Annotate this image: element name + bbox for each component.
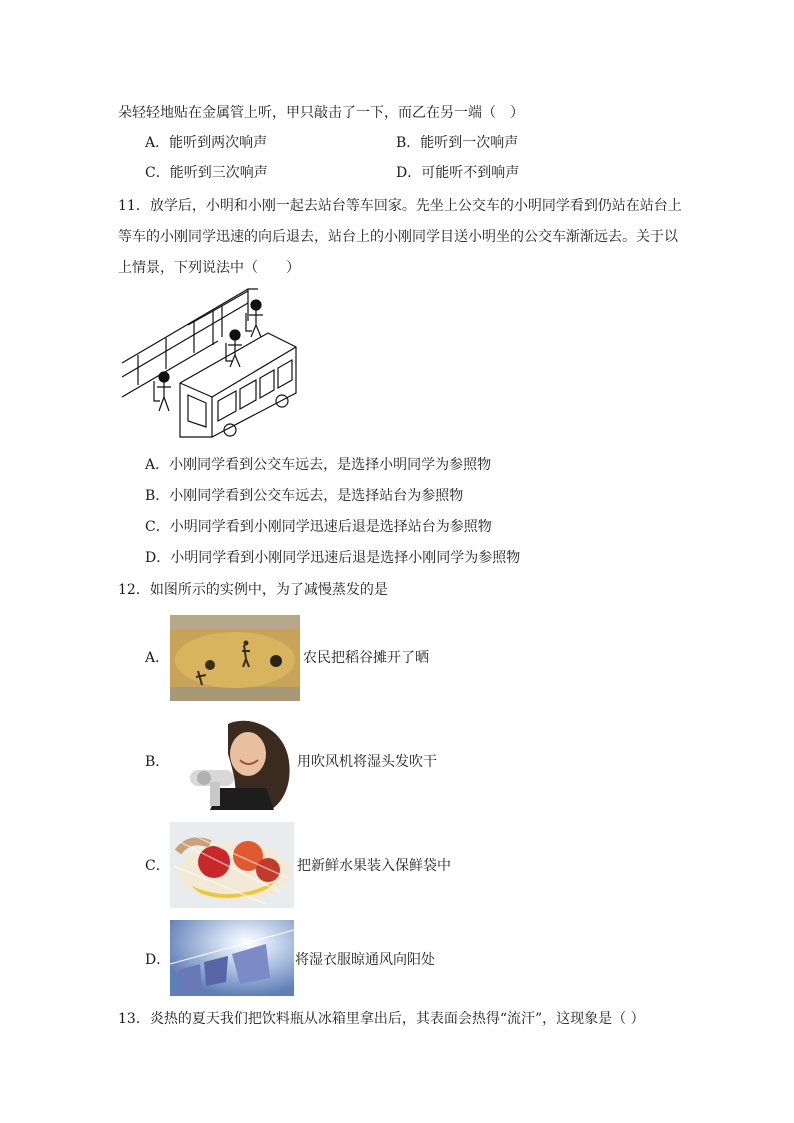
q12-option-a-text: 农民把稻谷摊开了晒 bbox=[303, 650, 429, 666]
q12-option-d-text: 将湿衣服晾通风向阳处 bbox=[295, 952, 435, 968]
clothes-drying-photo bbox=[170, 920, 294, 996]
q13-stem: 13．炎热的夏天我们把饮料瓶从冰箱里拿出后，其表面会热得“流汗”，这现象是（ ） bbox=[118, 1011, 645, 1027]
q11-option-b: B．小刚同学看到公交车远去，是选择站台为参照物 bbox=[145, 488, 464, 504]
q10-stem-tail: 朵轻轻地贴在金属管上听，甲只敲击了一下，而乙在另一端（ ） bbox=[118, 105, 524, 121]
q12-stem: 12．如图所示的实例中，为了减慢蒸发的是 bbox=[118, 582, 388, 598]
q11-stem-line3: 上情景，下列说法中（ ） bbox=[118, 260, 300, 276]
q11-option-c: C．小明同学看到小刚同学迅速后退是选择站台为参照物 bbox=[145, 519, 492, 535]
q12-option-c-text: 把新鲜水果装入保鲜袋中 bbox=[297, 858, 451, 874]
bus-stop-figure bbox=[118, 285, 300, 445]
grain-drying-photo bbox=[170, 615, 300, 701]
hair-dryer-photo bbox=[170, 714, 294, 810]
q11-stem-line1: 11．放学后，小明和小刚一起去站台等车回家。先坐上公交车的小明同学看到仍站在站台上 bbox=[118, 198, 682, 214]
fruit-wrap-photo bbox=[170, 822, 294, 908]
q11-option-d: D．小明同学看到小刚同学迅速后退是选择小刚同学为参照物 bbox=[145, 550, 521, 566]
q12-option-a-letter: A． bbox=[145, 650, 170, 666]
q10-option-d: D．可能听不到响声 bbox=[396, 165, 520, 181]
q12-option-d-letter: D． bbox=[145, 952, 171, 968]
q10-option-a: A．能听到两次响声 bbox=[145, 135, 268, 151]
q12-option-b-letter: B． bbox=[145, 754, 170, 770]
q12-option-b-text: 用吹风机将湿头发吹干 bbox=[297, 754, 437, 770]
q11-option-a: A．小刚同学看到公交车远去，是选择小明同学为参照物 bbox=[145, 457, 492, 473]
q10-option-b: B．能听到一次响声 bbox=[396, 135, 519, 151]
q11-stem-line2: 等车的小刚同学迅速的向后退去，站台上的小刚同学目送小明坐的公交车渐渐远去。关于以 bbox=[118, 229, 678, 245]
q12-option-c-letter: C． bbox=[145, 858, 170, 874]
q10-option-c: C．能听到三次响声 bbox=[145, 165, 268, 181]
